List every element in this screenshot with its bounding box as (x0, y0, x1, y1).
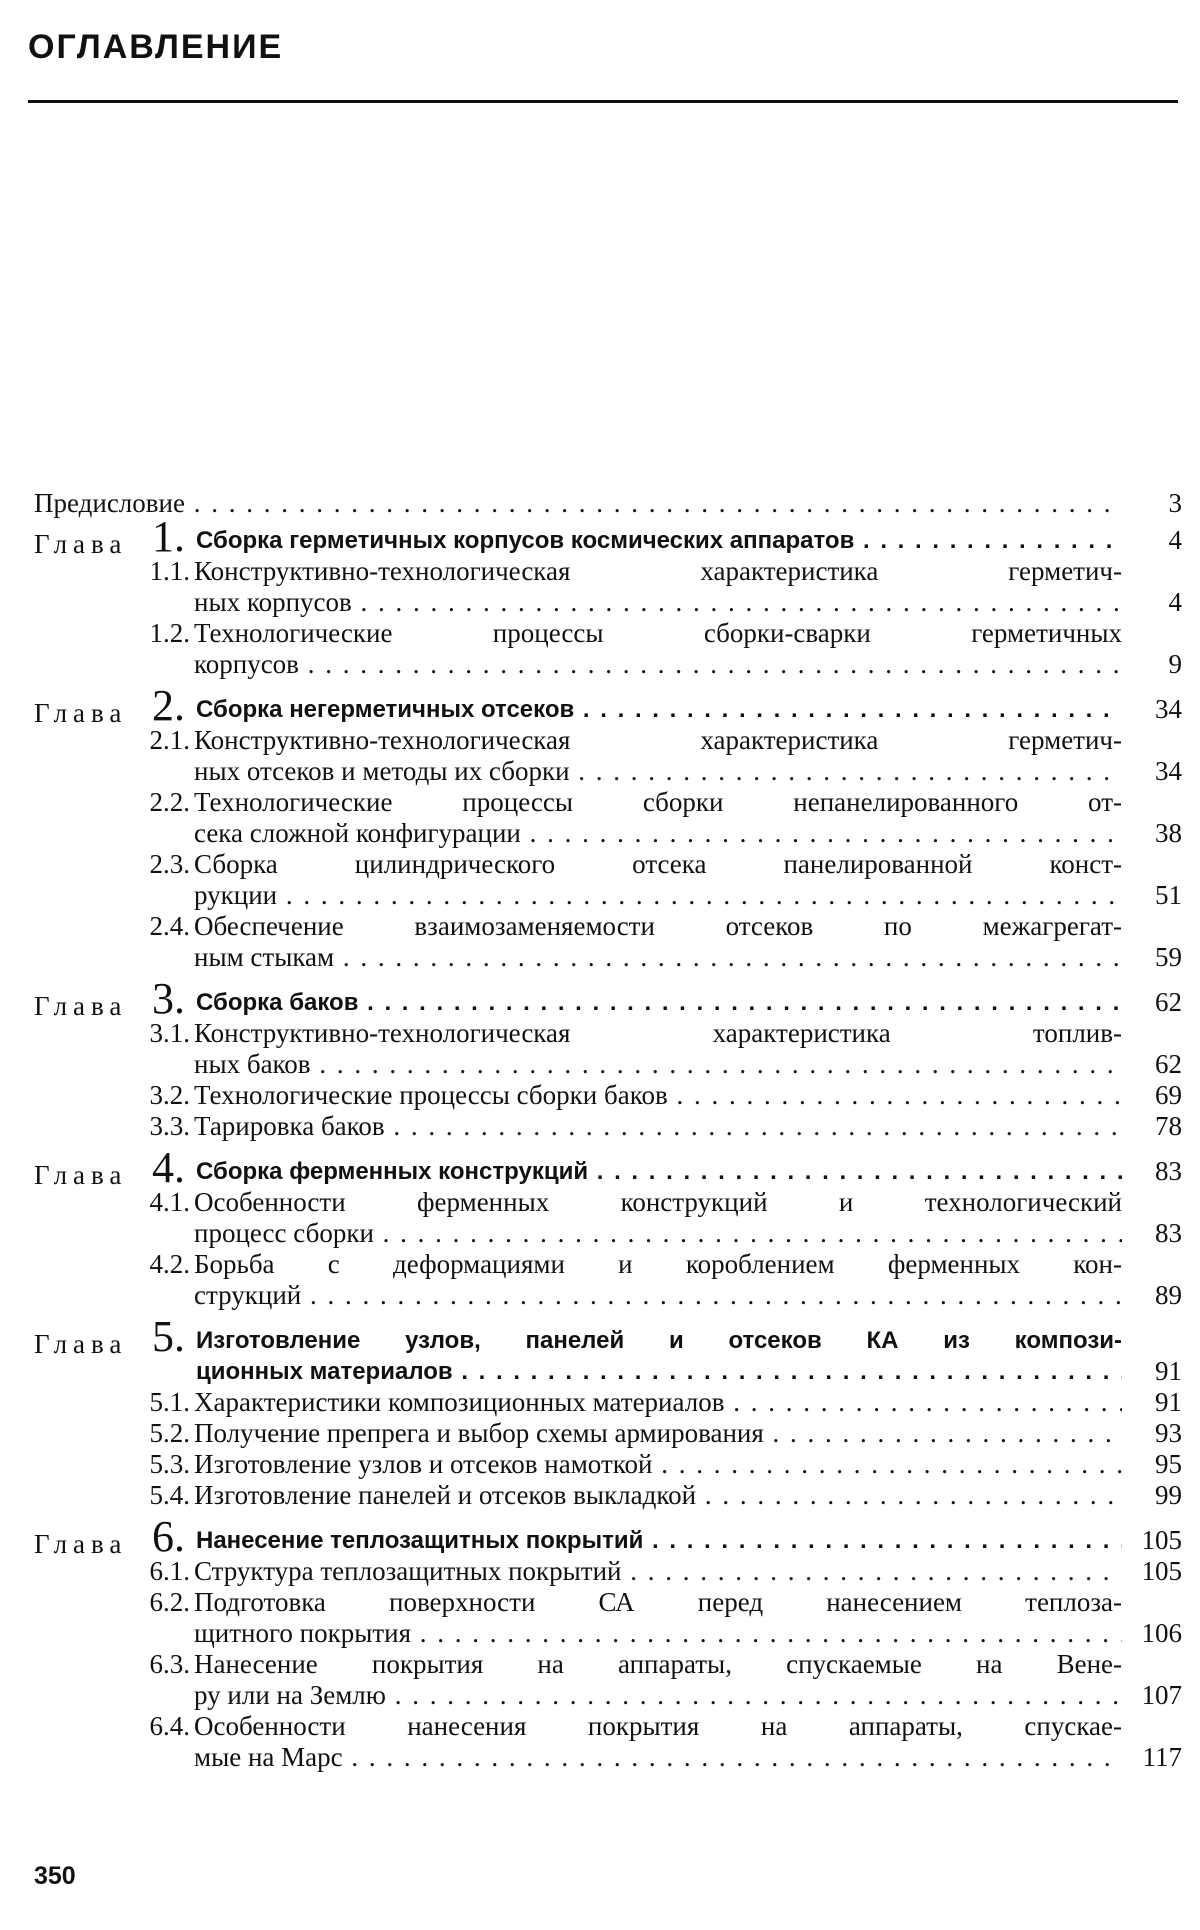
toc-page-number: 3 (1168, 488, 1182, 518)
toc-section-4-2[interactable] (34, 1249, 1182, 1280)
toc-line-text: ным стыкам . . . (194, 942, 1122, 973)
section-number: 3.1. (149, 1018, 190, 1048)
toc-line-text: процесс сборки . . . (194, 1218, 1122, 1249)
section-number: 5.3. (149, 1449, 190, 1479)
section-number: 5.2. (149, 1418, 190, 1448)
toc-page-number: 62 (1155, 987, 1182, 1017)
toc-line-text: Конструктивно-технологическая характеристика герметич- (194, 556, 1122, 586)
toc-page-number: 95 (1155, 1449, 1182, 1479)
spacer (34, 1511, 1182, 1525)
chapter-number: 4. (152, 1143, 185, 1192)
chapter-label: Глава (34, 1529, 128, 1559)
section-number: 1.1. (149, 556, 190, 586)
toc-line-text: Нанесение покрытия на аппараты, спускаемые на Вене- (194, 1649, 1122, 1679)
toc-page-number: 83 (1155, 1156, 1182, 1186)
toc-section-6-4[interactable] (34, 1742, 1182, 1773)
toc-section-2-2[interactable] (34, 787, 1182, 818)
toc-line-text: ных корпусов . . . (194, 587, 1122, 618)
section-number: 4.1. (149, 1187, 190, 1217)
toc-page-number: 105 (1141, 1556, 1182, 1586)
toc-section-4-1[interactable] (34, 1218, 1182, 1249)
toc-line-text: щитного покрытия . . . (194, 1618, 1122, 1649)
section-number: 2.1. (149, 725, 190, 755)
section-number: 6.3. (149, 1649, 190, 1679)
toc-page-number: 59 (1155, 942, 1182, 972)
toc-page-number: 62 (1155, 1049, 1182, 1079)
toc-page-number: 4 (1168, 525, 1182, 555)
toc-section-6-4[interactable] (34, 1711, 1182, 1742)
toc-section-1-2[interactable] (34, 618, 1182, 649)
spacer (34, 1311, 1182, 1325)
toc-line-text: Технологические процессы сборки баков . . . (194, 1080, 1122, 1111)
toc-section-6-3[interactable] (34, 1649, 1182, 1680)
toc-line-text: Конструктивно-технологическая характеристика герметич- (194, 725, 1122, 755)
toc-section-2-4[interactable] (34, 911, 1182, 942)
toc-line-text: Борьба с деформациями и короблением ферменных кон- (194, 1249, 1122, 1279)
toc-section-1-1[interactable] (34, 587, 1182, 618)
toc-chapter-2[interactable] (34, 681, 1182, 730)
toc-section-1-2[interactable] (34, 649, 1182, 680)
page-number: 350 (34, 1862, 76, 1890)
toc-page-number: 91 (1155, 1387, 1182, 1417)
toc-page-number: 51 (1155, 880, 1182, 910)
toc-section-5-4[interactable] (34, 1480, 1182, 1511)
table-of-contents (34, 488, 1182, 1773)
page-title: ОГЛАВЛЕНИЕ (28, 28, 284, 66)
toc-entry-preface[interactable] (34, 488, 1182, 519)
chapter-label: Глава (34, 529, 128, 559)
toc-line-text: Изготовление панелей и отсеков выкладкой . . . (194, 1480, 1122, 1511)
toc-page-number: 69 (1155, 1080, 1182, 1110)
toc-chapter-5[interactable] (34, 1312, 1182, 1361)
section-number: 6.2. (149, 1587, 190, 1617)
toc-section-2-4[interactable] (34, 942, 1182, 973)
toc-line-text: мые на Марс . . . (194, 1742, 1122, 1773)
toc-section-3-2[interactable] (34, 1080, 1182, 1111)
toc-section-5-2[interactable] (34, 1418, 1182, 1449)
toc-page-number: 91 (1155, 1356, 1182, 1386)
toc-line-text: ных отсеков и методы их сборки . . . (194, 756, 1122, 787)
toc-section-3-1[interactable] (34, 1018, 1182, 1049)
toc-section-5-1[interactable] (34, 1387, 1182, 1418)
toc-line-text: Структура теплозащитных покрытий . . . (194, 1556, 1122, 1587)
section-number: 3.2. (149, 1080, 190, 1110)
toc-line-text: ру или на Землю . . . (194, 1680, 1122, 1711)
toc-page-number: 34 (1155, 694, 1182, 724)
toc-page-number: 106 (1141, 1618, 1182, 1648)
toc-page-number: 93 (1155, 1418, 1182, 1448)
header-rule (28, 100, 1178, 103)
toc-page-number: 105 (1141, 1525, 1182, 1555)
toc-line-text: Сборка ферменных конструкций . . . (196, 1156, 1122, 1187)
chapter-label: Глава (34, 1160, 128, 1190)
toc-line-text: Получение препрега и выбор схемы армирования . . . (194, 1418, 1122, 1449)
section-number: 2.2. (149, 787, 190, 817)
toc-line-text: рукции . . . (194, 880, 1122, 911)
toc-line-text: Тарировка баков . . . (194, 1111, 1122, 1142)
toc-section-6-1[interactable] (34, 1556, 1182, 1587)
chapter-number: 3. (152, 974, 185, 1023)
section-number: 1.2. (149, 618, 190, 648)
toc-line-text: ных баков . . . (194, 1049, 1122, 1080)
toc-chapter-4[interactable] (34, 1143, 1182, 1192)
toc-section-6-3[interactable] (34, 1680, 1182, 1711)
toc-section-1-1[interactable] (34, 556, 1182, 587)
chapter-number: 1. (152, 512, 185, 561)
toc-section-4-1[interactable] (34, 1187, 1182, 1218)
toc-section-2-3[interactable] (34, 849, 1182, 880)
section-number: 3.3. (149, 1111, 190, 1141)
spacer (34, 973, 1182, 987)
toc-line-text: Предисловие . . . (34, 488, 1122, 519)
toc-section-6-2[interactable] (34, 1587, 1182, 1618)
toc-chapter-6[interactable] (34, 1512, 1182, 1561)
toc-chapter-3[interactable] (34, 974, 1182, 1023)
toc-page-number: 89 (1155, 1280, 1182, 1310)
toc-page-number: 38 (1155, 818, 1182, 848)
toc-page-number: 9 (1168, 649, 1182, 679)
toc-page-number: 34 (1155, 756, 1182, 786)
toc-line-text: Сборка баков . . . (196, 987, 1122, 1018)
section-number: 5.1. (149, 1387, 190, 1417)
toc-line-text: Особенности нанесения покрытия на аппараты, спускае- (194, 1711, 1122, 1741)
toc-section-2-2[interactable] (34, 818, 1182, 849)
toc-line-text: Технологические процессы сборки непанелированного от- (194, 787, 1122, 817)
toc-line-text: Изготовление узлов и отсеков намоткой . . . (194, 1449, 1122, 1480)
section-number: 2.3. (149, 849, 190, 879)
toc-line-text: Нанесение теплозащитных покрытий . . . (196, 1525, 1122, 1556)
section-number: 4.2. (149, 1249, 190, 1279)
toc-line-text: Сборка герметичных корпусов космических аппаратов . . . (196, 525, 1122, 556)
section-number: 6.4. (149, 1711, 190, 1741)
toc-line-text: Подготовка поверхности СА перед нанесением теплоза- (194, 1587, 1122, 1617)
toc-chapter-5[interactable] (34, 1356, 1182, 1387)
toc-section-2-3[interactable] (34, 880, 1182, 911)
spacer (34, 680, 1182, 694)
chapter-number: 6. (152, 1512, 185, 1561)
section-number: 5.4. (149, 1480, 190, 1510)
chapter-label: Глава (34, 698, 128, 728)
toc-line-text: Сборка негерметичных отсеков . . . (196, 694, 1122, 725)
toc-page-number: 107 (1141, 1680, 1182, 1710)
toc-line-text: Изготовление узлов, панелей и отсеков КА из компози- (196, 1327, 1122, 1354)
chapter-label: Глава (34, 991, 128, 1021)
toc-line-text: Технологические процессы сборки-сварки герметичных (194, 618, 1122, 648)
toc-page-number: 99 (1155, 1480, 1182, 1510)
toc-line-text: корпусов . . . (194, 649, 1122, 680)
toc-chapter-1[interactable] (34, 512, 1182, 561)
section-number: 6.1. (149, 1556, 190, 1586)
toc-section-3-3[interactable] (34, 1111, 1182, 1142)
toc-line-text: сека сложной конфигурации . . . (194, 818, 1122, 849)
chapter-number: 5. (152, 1312, 185, 1361)
spacer (34, 1142, 1182, 1156)
toc-section-2-1[interactable] (34, 725, 1182, 756)
toc-section-4-2[interactable] (34, 1280, 1182, 1311)
toc-line-text: Характеристики композиционных материалов . . . (194, 1387, 1122, 1418)
toc-section-5-3[interactable] (34, 1449, 1182, 1480)
toc-page-number: 117 (1142, 1742, 1182, 1772)
toc-page-number: 4 (1168, 587, 1182, 617)
toc-line-text: ционных материалов . . . (196, 1356, 1122, 1387)
chapter-label: Глава (34, 1329, 128, 1359)
section-number: 2.4. (149, 911, 190, 941)
toc-line-text: струкций . . . (194, 1280, 1122, 1311)
toc-section-2-1[interactable] (34, 756, 1182, 787)
toc-page-number: 78 (1155, 1111, 1182, 1141)
toc-page-number: 83 (1155, 1218, 1182, 1248)
toc-section-3-1[interactable] (34, 1049, 1182, 1080)
toc-line-text: Конструктивно-технологическая характеристика топлив- (194, 1018, 1122, 1048)
chapter-number: 2. (152, 681, 185, 730)
toc-line-text: Особенности ферменных конструкций и технологический (194, 1187, 1122, 1217)
toc-line-text: Обеспечение взаимозаменяемости отсеков по межагрегат- (194, 911, 1122, 941)
toc-line-text: Сборка цилиндрического отсека панелированной конст- (194, 849, 1122, 879)
toc-section-6-2[interactable] (34, 1618, 1182, 1649)
